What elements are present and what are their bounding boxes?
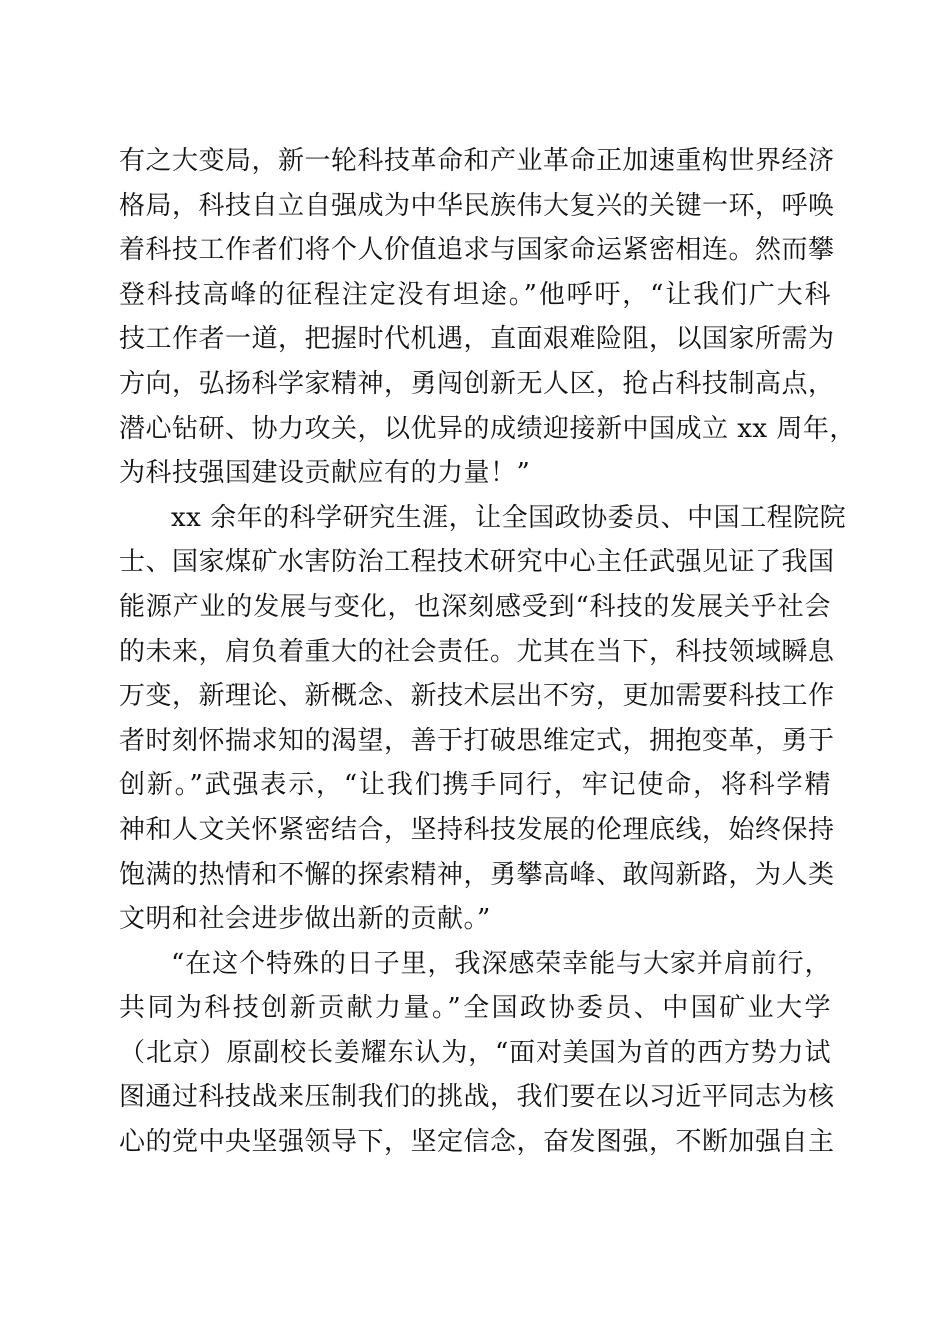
- text-line: 共同为科技创新贡献力量。”全国政协委员、中国矿业大学: [119, 993, 831, 1024]
- text-line: “在这个特殊的日子里，我深感荣幸能与大家并肩前行，: [171, 948, 831, 979]
- paragraph-1: [119, 139, 856, 496]
- text-line: xx 余年的科学研究生涯，让全国政协委员、中国工程院院: [171, 502, 847, 533]
- text-line: 万变，新理论、新概念、新技术层出不穷，更加需要科技工作: [119, 681, 835, 712]
- text-line: 的未来，肩负着重大的社会责任。尤其在当下，科技领域瞬息: [119, 636, 835, 667]
- text-line: 技工作者一道，把握时代机遇，直面艰难险阻，以国家所需为: [119, 324, 835, 355]
- body-text: [119, 139, 856, 1165]
- text-line: 图通过科技战来压制我们的挑战，我们要在以习近平同志为核: [119, 1082, 835, 1113]
- text-line: 格局，科技自立自强成为中华民族伟大复兴的关键一环，呼唤: [119, 190, 835, 221]
- text-line: 能源产业的发展与变化，也深刻感受到“科技的发展关乎社会: [119, 591, 831, 622]
- text-line: 登科技高峰的征程注定没有坦途。”他呼吁，“让我们广大科: [119, 279, 831, 310]
- text-line: 文明和社会进步做出新的贡献。”: [119, 904, 491, 935]
- text-line: 心的党中央坚强领导下，坚定信念，奋发图强，不断加强自主: [119, 1127, 835, 1158]
- text-line: 饱满的热情和不懈的探索精神，勇攀高峰、敢闯新路，为人类: [119, 859, 835, 890]
- text-line: 神和人文关怀紧密结合，坚持科技发展的伦理底线，始终保持: [119, 814, 835, 845]
- text-line: 方向，弘扬科学家精神，勇闯创新无人区，抢占科技制高点，: [119, 368, 835, 399]
- text-line: 为科技强国建设贡献应有的力量！”: [119, 458, 531, 489]
- text-line: 士、国家煤矿水害防治工程技术研究中心主任武强见证了我国: [119, 547, 835, 578]
- text-line: 着科技工作者们将个人价值追求与国家命运紧密相连。然而攀: [119, 235, 835, 266]
- text-line: 有之大变局，新一轮科技革命和产业革命正加速重构世界经济: [119, 146, 835, 176]
- text-line: 创新。”武强表示，“让我们携手同行，牢记使命，将科学精: [119, 770, 831, 801]
- paragraph-2: [119, 496, 847, 942]
- paragraph-3: [119, 942, 835, 1165]
- text-line: （北京）原副校长姜耀东认为，“面对美国为首的西方势力试: [119, 1037, 831, 1068]
- text-line: 者时刻怀揣求知的渴望，善于打破思维定式，拥抱变革，勇于: [119, 725, 835, 756]
- text-line: 潜心钻研、协力攻关，以优异的成绩迎接新中国成立 xx 周年，: [119, 413, 856, 444]
